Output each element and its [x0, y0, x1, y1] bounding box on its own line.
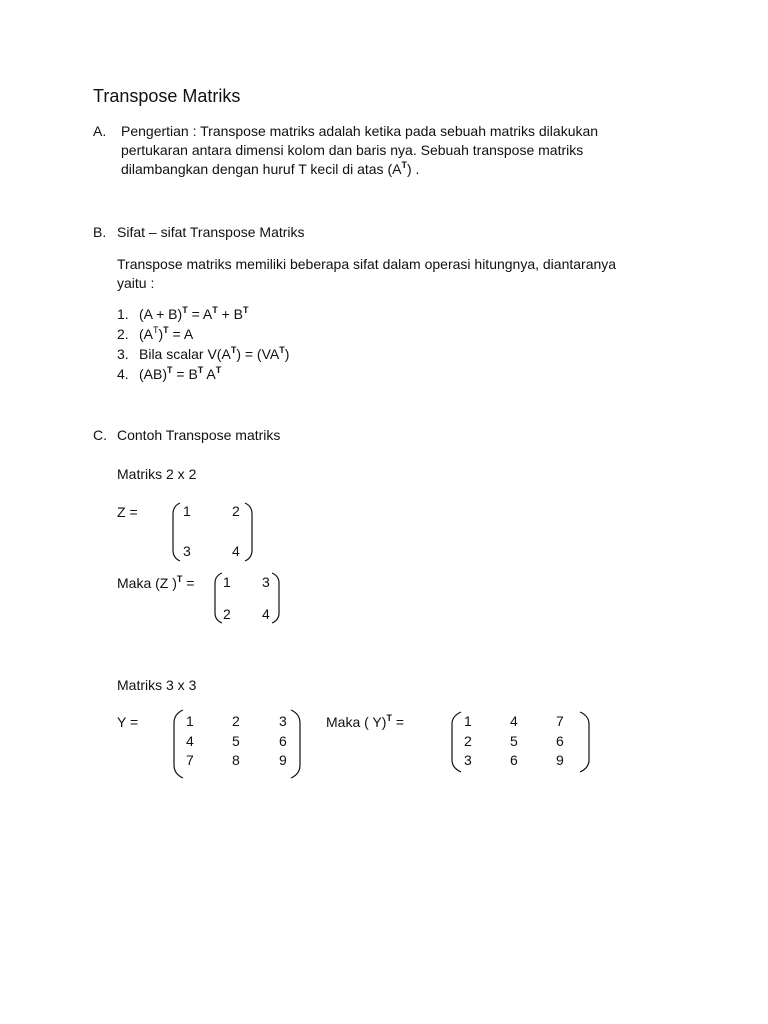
y-cell-2-2: 5 [232, 733, 240, 749]
y-cell-1-3: 3 [279, 713, 287, 729]
matrix-2x2-heading: Matriks 2 x 2 [117, 466, 197, 482]
section-b-marker: B. [93, 224, 107, 240]
property-4: $(AB)^T = B^T$ $A^T$ [139, 365, 222, 382]
page-title: Transpose Matriks [93, 86, 241, 106]
section-b-intro-2: yaitu : [117, 275, 155, 291]
zt-cell-1-1: 1 [223, 574, 231, 590]
yt-cell-3-1: 3 [464, 752, 472, 768]
yt-cell-3-3: 9 [556, 752, 564, 768]
section-c-heading: Contoh Transpose matriks [117, 427, 281, 443]
zt-right-bracket [271, 572, 281, 624]
y-cell-3-1: 7 [186, 752, 194, 768]
section-b-intro-1: Transpose matriks memiliki beberapa sifat dalam operasi hitungnya, diantaranya [117, 256, 617, 272]
yt-cell-1-3: 7 [556, 713, 564, 729]
section-c-marker: C. [93, 427, 107, 443]
section-a-line-2: pertukaran antara dimensi kolom dan baris nya. Sebuah transpose matriks [121, 142, 584, 158]
y-cell-1-1: 1 [186, 713, 194, 729]
section-a-marker: A. [93, 123, 107, 139]
yt-label: Maka ( Y)$^T$ = [326, 713, 405, 730]
yt-cell-2-1: 2 [464, 733, 472, 749]
z-cell-2-1: 3 [183, 543, 191, 559]
property-4-number: 4. [117, 366, 129, 382]
zt-left-bracket [213, 572, 223, 624]
property-1-number: 1. [117, 306, 129, 322]
zt-label: Maka (Z )$^T$ = [117, 574, 195, 591]
y-cell-3-2: 8 [232, 752, 240, 768]
zt-cell-2-1: 2 [223, 606, 231, 622]
yt-cell-2-3: 6 [556, 733, 564, 749]
zt-cell-1-2: 3 [262, 574, 270, 590]
y-right-bracket [290, 709, 302, 779]
matrix-3x3-heading: Matriks 3 x 3 [117, 677, 197, 693]
z-cell-1-1: 1 [183, 503, 191, 519]
yt-cell-3-2: 6 [510, 752, 518, 768]
property-3-number: 3. [117, 346, 129, 362]
property-3: Bila scalar $V(A^T) = (VA^T)$ [139, 345, 290, 362]
property-1: $(A + B)^T = A^T + B^T$ [139, 305, 249, 322]
yt-cell-1-1: 1 [464, 713, 472, 729]
property-2-number: 2. [117, 326, 129, 342]
y-cell-2-1: 4 [186, 733, 194, 749]
property-2: $(A^T)^T = A$ [139, 325, 194, 342]
yt-cell-1-2: 4 [510, 713, 518, 729]
y-cell-3-3: 9 [279, 752, 287, 768]
y-cell-1-2: 2 [232, 713, 240, 729]
yt-right-bracket [579, 711, 591, 773]
z-right-bracket [244, 502, 254, 562]
section-b-heading: Sifat – sifat Transpose Matriks [117, 224, 305, 240]
y-left-bracket [172, 709, 184, 779]
zt-cell-2-2: 4 [262, 606, 270, 622]
z-cell-2-2: 4 [232, 543, 240, 559]
section-a-line-1: Pengertian : Transpose matriks adalah ketika pada sebuah matriks dilakukan [121, 123, 599, 139]
z-label: Z = [117, 504, 138, 520]
y-label: Y = [117, 714, 139, 730]
z-cell-1-2: 2 [232, 503, 240, 519]
y-cell-2-3: 6 [279, 733, 287, 749]
yt-left-bracket [450, 711, 462, 773]
z-left-bracket [171, 502, 181, 562]
yt-cell-2-2: 5 [510, 733, 518, 749]
section-a-line-3: dilambangkan dengan huruf T kecil di atas $(A^T)$ . [121, 160, 420, 177]
